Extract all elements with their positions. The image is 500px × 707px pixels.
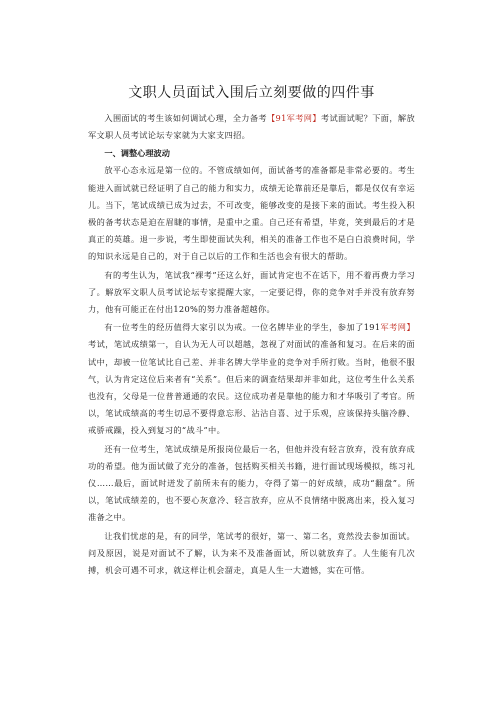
paragraph-5: 让我们忧虑的是，有的同学，笔试考的很好，第一、第二名，竟然没去参加面试。问及原因，说是对面试不了解，认为来不及准备面试，所以就放弃了。人生能有几次搏，机会可遇不可求，就这样让机会溜走，真是人生一大遗憾，实在可惜。 — [88, 530, 415, 576]
intro-text-post: 考试面试呢？下面，解放军文职人员考试论坛专家就为大家支四招。 — [88, 113, 415, 141]
paragraph-2: 有的考生认为，笔试我“裸考”还这么好，面试肯定也不在话下，用不着再费力学习了。解放军文职人员考试论坛专家提醒大家，一定要记得，你的竞争对手并没有放弃努力，他有可能正在付出120%的努力准备超越你。 — [88, 269, 415, 315]
paragraph-3-pre: 有一位考生的经历值得大家引以为戒。一位名牌毕业的学生，参加了191 — [104, 322, 381, 333]
paragraph-4: 还有一位考生，笔试成绩是所报岗位最后一名，但他并没有轻言放弃，没有放弃成功的希望。他为面试做了充分的准备，包括购买相关书籍，进行面试现场模拟，练习礼仪……最后，面试时迸发了前所未有的能力，夺得了第一的好成绩，成功“翻盘”。所以，笔试成绩差的，也不要心灰意冷、轻言放弃，应从不良情绪中脱离出来，投入复习准备之中。 — [88, 443, 415, 523]
intro-text-pre: 入围面试的考生该如何调试心理，全力备考 — [104, 113, 267, 123]
paragraph-3 — [88, 319, 415, 439]
document-title: 文职人员面试入围后立刻要做的四件事 — [128, 85, 375, 101]
paragraph-1: 放平心态永远是第一位的。不管成绩如何，面试备考的准备都是非常必要的。考生能进入面试就已经证明了自己的能力和实力，成绩无论靠前还是靠后，都是仅仅有幸运儿。当下，笔试成绩已成为过去，不可改变，能够改变的是接下来的面试。考生投入积极的备考状态是迫在眉睫的事情，是重中之重。自己还有希望，毕竟，笑到最后的才是真正的英雄。退一步说，考生即使面试失利，相关的准备工作也不是白白浪费时间，学的知识永远是自己的，对于自己以后的工作和生活也会有很大的帮助。 — [88, 165, 415, 262]
intro-paragraph — [88, 110, 415, 144]
section-heading: 一、调整心理波动 — [104, 148, 170, 159]
intro-brand: 【91军考网】 — [266, 113, 321, 123]
paragraph-3-brand: 军考网】 — [380, 322, 415, 333]
document-page — [88, 84, 415, 579]
paragraph-3-post: 考试，笔试成绩第一，自认为无人可以超越，忽视了对面试的准备和复习。在后来的面试中，却被一位笔试比自己差、并非名牌大学毕业的竞争对手所打败。当时，他很不服气，认为肯定这位后来者有“关系”。但后来的调查结果却并非如此，这位考生什么关系也没有，父母是一位普普通通的农民。这位成功者是靠他的能力和才华吸引了考官。所以，笔试成绩高的考生切忌不要得意忘形、沾沾自喜、过于乐观，应该保持头脑冷静、戒骄戒躁，投入到复习的“战斗”中。 — [88, 339, 415, 436]
